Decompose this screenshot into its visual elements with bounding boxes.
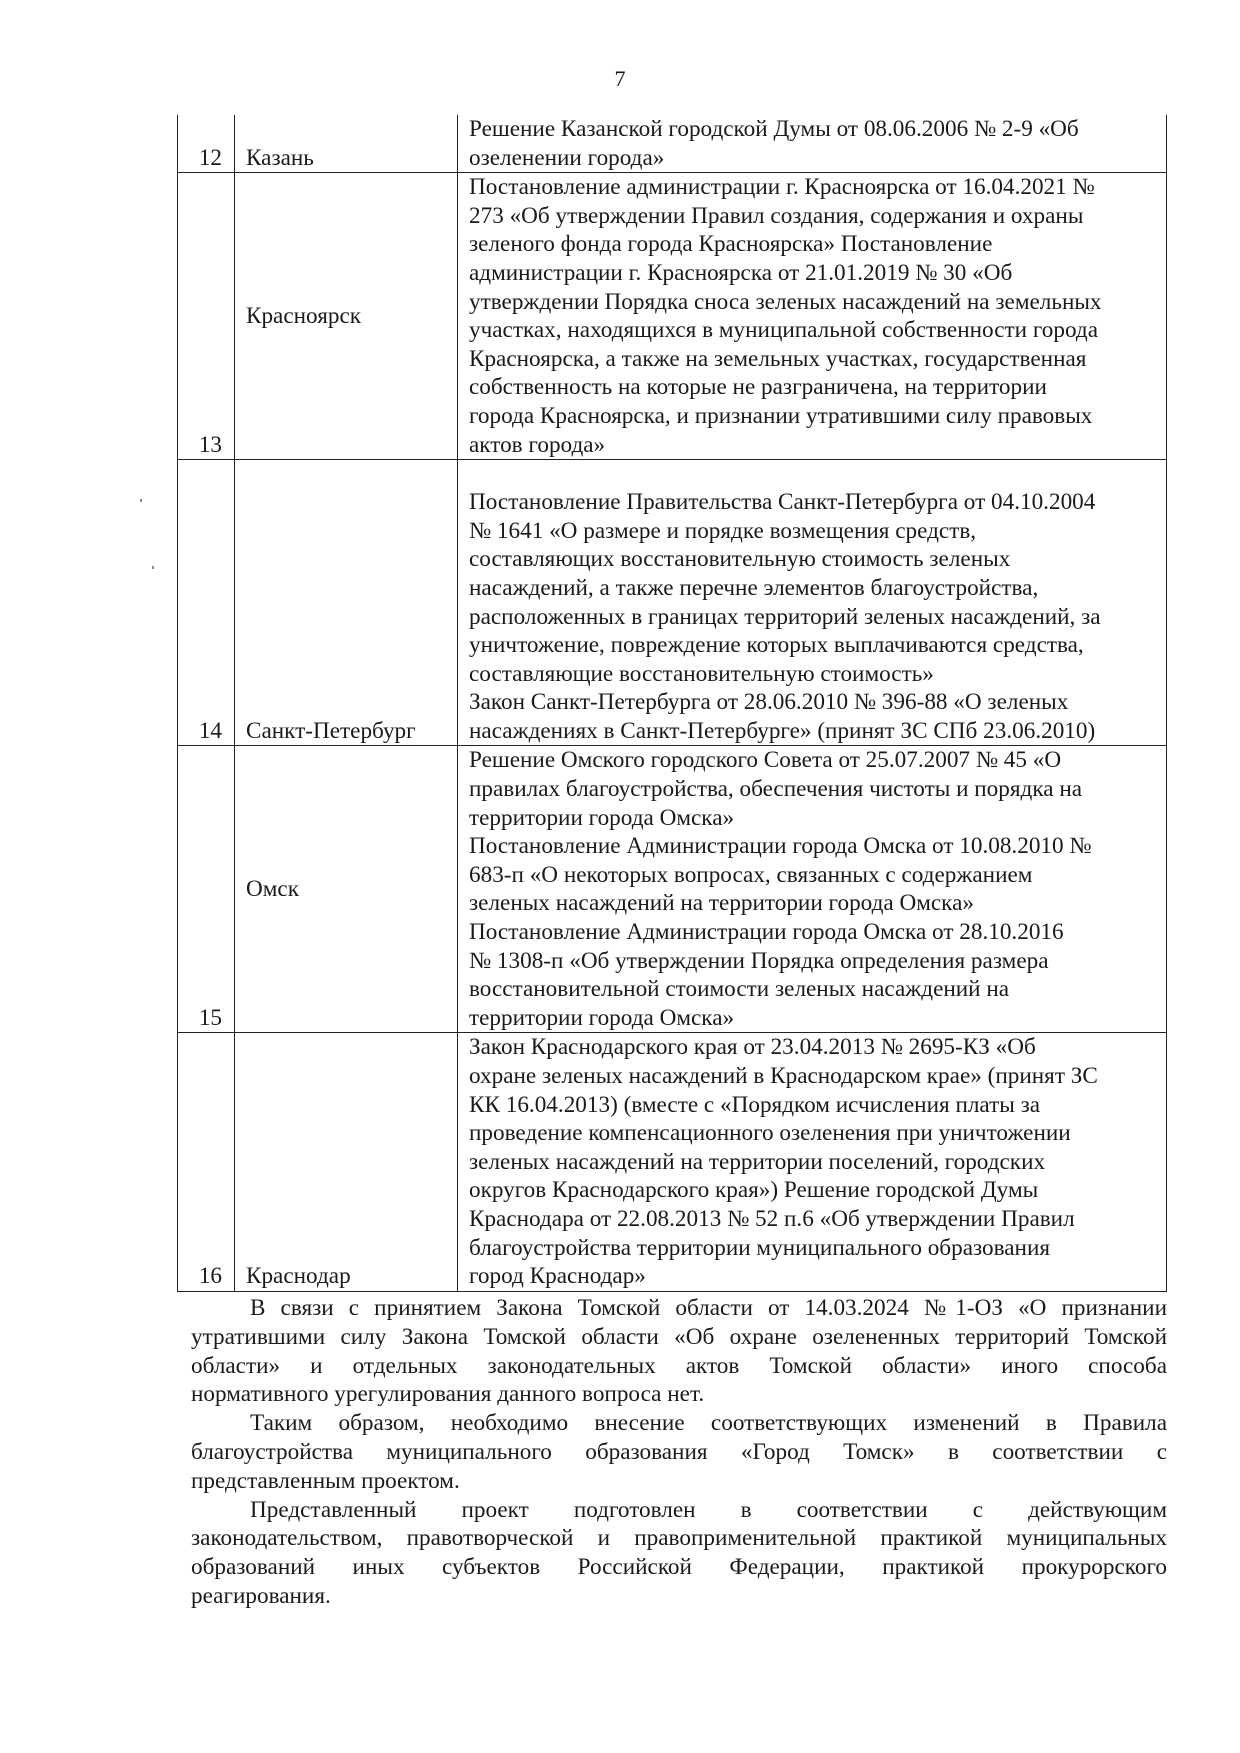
- legal-act-line: 683-п «О некоторых вопросах, связанных с содержанием: [469, 861, 1033, 888]
- legal-act-line: Постановление Правительства Санкт-Петербурга от 04.10.2004: [469, 489, 1096, 516]
- scan-artifact-mark: [140, 499, 142, 502]
- city-name: Омск: [235, 746, 458, 1033]
- body-paragraph: [191, 1409, 1167, 1495]
- legal-act-line: Закон Санкт-Петербурга от 28.06.2010 № 396-88 «О зеленых: [469, 689, 1069, 716]
- legal-act-line: Постановление Администрации города Омска от 28.10.2016: [469, 919, 1064, 946]
- legal-act-line: зеленых насаждений на территории города Омска»: [469, 890, 974, 917]
- city-name: Краснодар: [235, 1033, 458, 1291]
- legal-act-line: Решение Омского городского Совета от 25.07.2007 № 45 «О: [469, 747, 1062, 774]
- legislation-table: [177, 115, 1167, 1292]
- legal-act-description: [458, 173, 1167, 460]
- paragraph-line: Представленный проект подготовлен в соответствии с действующим: [250, 1496, 1167, 1523]
- row-number: 15: [178, 746, 235, 1033]
- legal-act-line: Красноярска, а также на земельных участках, государственная: [469, 345, 1087, 372]
- city-name: Красноярск: [235, 173, 458, 460]
- paragraph-line: реагирования.: [191, 1582, 331, 1609]
- row-number: 14: [178, 460, 235, 746]
- table-row: [178, 460, 1167, 746]
- body-paragraph: [191, 1294, 1167, 1409]
- legal-act-line: насаждений, а также перечне элементов благоустройства,: [469, 574, 1039, 601]
- row-number: 13: [178, 173, 235, 460]
- legal-act-line: собственность на которые не разграничена, на территории: [469, 374, 1047, 401]
- legal-act-line: 273 «Об утверждении Правил создания, содержания и охраны: [469, 202, 1084, 229]
- paragraph-line: законодательством, правотворческой и правоприменительной практикой муниципальных: [191, 1525, 1167, 1552]
- legal-act-line: Закон Краснодарского края от 23.04.2013 № 2695-КЗ «Об: [469, 1034, 1036, 1061]
- paragraph-line: представленным проектом.: [191, 1467, 460, 1494]
- legal-act-line: город Краснодар»: [469, 1263, 646, 1290]
- city-name: Санкт-Петербург: [235, 460, 458, 746]
- paragraph-line: образований иных субъектов Российской Федерации, практикой прокурорского: [191, 1554, 1167, 1581]
- legal-act-line: территории города Омска»: [469, 804, 735, 831]
- legal-act-line: благоустройства территории муниципального образования: [469, 1234, 1051, 1261]
- legal-act-line: участках, находящихся в муниципальной собственности города: [469, 317, 1098, 344]
- paragraph-line: нормативного урегулирования данного вопроса нет.: [191, 1381, 705, 1408]
- legal-act-description: [458, 746, 1167, 1033]
- table-row: [178, 746, 1167, 1033]
- paragraph-line: В связи с принятием Закона Томской области от 14.03.2024 №1-ОЗ «О признании: [250, 1295, 1167, 1321]
- paragraph-line: утратившими силу Закона Томской области «Об охране озелененных территорий Томской: [191, 1323, 1167, 1350]
- legal-act-line: восстановительной стоимости зеленых насаждений на: [469, 976, 1010, 1003]
- legal-act-line: администрации г. Красноярска от 21.01.2019 № 30 «Об: [469, 259, 1013, 286]
- legal-act-line: уничтожение, повреждение которых выплачиваются средства,: [469, 632, 1084, 659]
- legal-act-line: территории города Омска»: [469, 1004, 735, 1031]
- legal-act-line: КК 16.04.2013) (вместе с «Порядком исчисления платы за: [469, 1091, 1041, 1118]
- legal-act-line: зеленого фонда города Красноярска» Постановление: [469, 231, 993, 258]
- row-number: 16: [178, 1033, 235, 1291]
- legal-act-line: Постановление Администрации города Омска от 10.08.2010 №: [469, 833, 1092, 860]
- legal-act-line: озеленении города»: [469, 144, 665, 171]
- legal-act-line: проведение компенсационного озеленения при уничтожении: [469, 1120, 1071, 1147]
- legal-act-line: № 1641 «О размере и порядке возмещения средств,: [469, 517, 977, 544]
- explanatory-text: [191, 1294, 1167, 1611]
- paragraph-line: благоустройства муниципального образования «Город Томск» в соответствии с: [191, 1438, 1167, 1465]
- legal-act-line: Постановление администрации г. Красноярска от 16.04.2021 №: [469, 174, 1095, 201]
- city-name: Казань: [235, 115, 458, 173]
- legal-act-description: [458, 460, 1167, 746]
- legal-act-line: составляющих восстановительную стоимость зеленых: [469, 546, 1011, 573]
- page-number: 7: [614, 66, 626, 91]
- legal-act-description: [458, 115, 1167, 173]
- legal-act-line: утверждении Порядка сноса зеленых насаждений на земельных: [469, 288, 1102, 315]
- row-number: 12: [178, 115, 235, 173]
- paragraph-line: области» и отдельных законодательных актов Томской области» иного способа: [191, 1352, 1167, 1379]
- legislation-table-body: [178, 115, 1167, 1291]
- legal-act-line: актов города»: [469, 431, 606, 458]
- legal-act-line: Решение Казанской городской Думы от 08.06.2006 № 2-9 «Об: [469, 116, 1079, 142]
- legal-act-line: расположенных в границах территорий зеленых насаждений, за: [469, 603, 1101, 630]
- legal-act-line: города Красноярска, и признании утратившими силу правовых: [469, 402, 1093, 429]
- legal-act-line: № 1308-п «Об утверждении Порядка определения размера: [469, 947, 1049, 974]
- table-row: [178, 115, 1167, 173]
- table-row: [178, 173, 1167, 460]
- body-paragraph: [191, 1496, 1167, 1611]
- scan-artifact-mark: [152, 566, 154, 569]
- legal-act-line: насаждениях в Санкт-Петербурге» (принят ЗС СПб 23.06.2010): [469, 717, 1096, 744]
- legal-act-line: составляющие восстановительную стоимость»: [469, 660, 934, 687]
- legal-act-line: Краснодара от 22.08.2013 № 52 п.6 «Об утверждении Правил: [469, 1205, 1075, 1232]
- paragraph-line: Таким образом, необходимо внесение соответствующих изменений в Правила: [250, 1410, 1167, 1437]
- table-row: [178, 1033, 1167, 1291]
- legal-act-line: зеленых насаждений на территории поселений, городских: [469, 1148, 1046, 1175]
- legal-act-line: охране зеленых насаждений в Краснодарском крае» (принят ЗС: [469, 1063, 1098, 1089]
- legal-act-line: округов Краснодарского края») Решение городской Думы: [469, 1177, 1039, 1204]
- legal-act-description: [458, 1033, 1167, 1291]
- legal-act-line: правилах благоустройства, обеспечения чистоты и порядка на: [469, 776, 1083, 803]
